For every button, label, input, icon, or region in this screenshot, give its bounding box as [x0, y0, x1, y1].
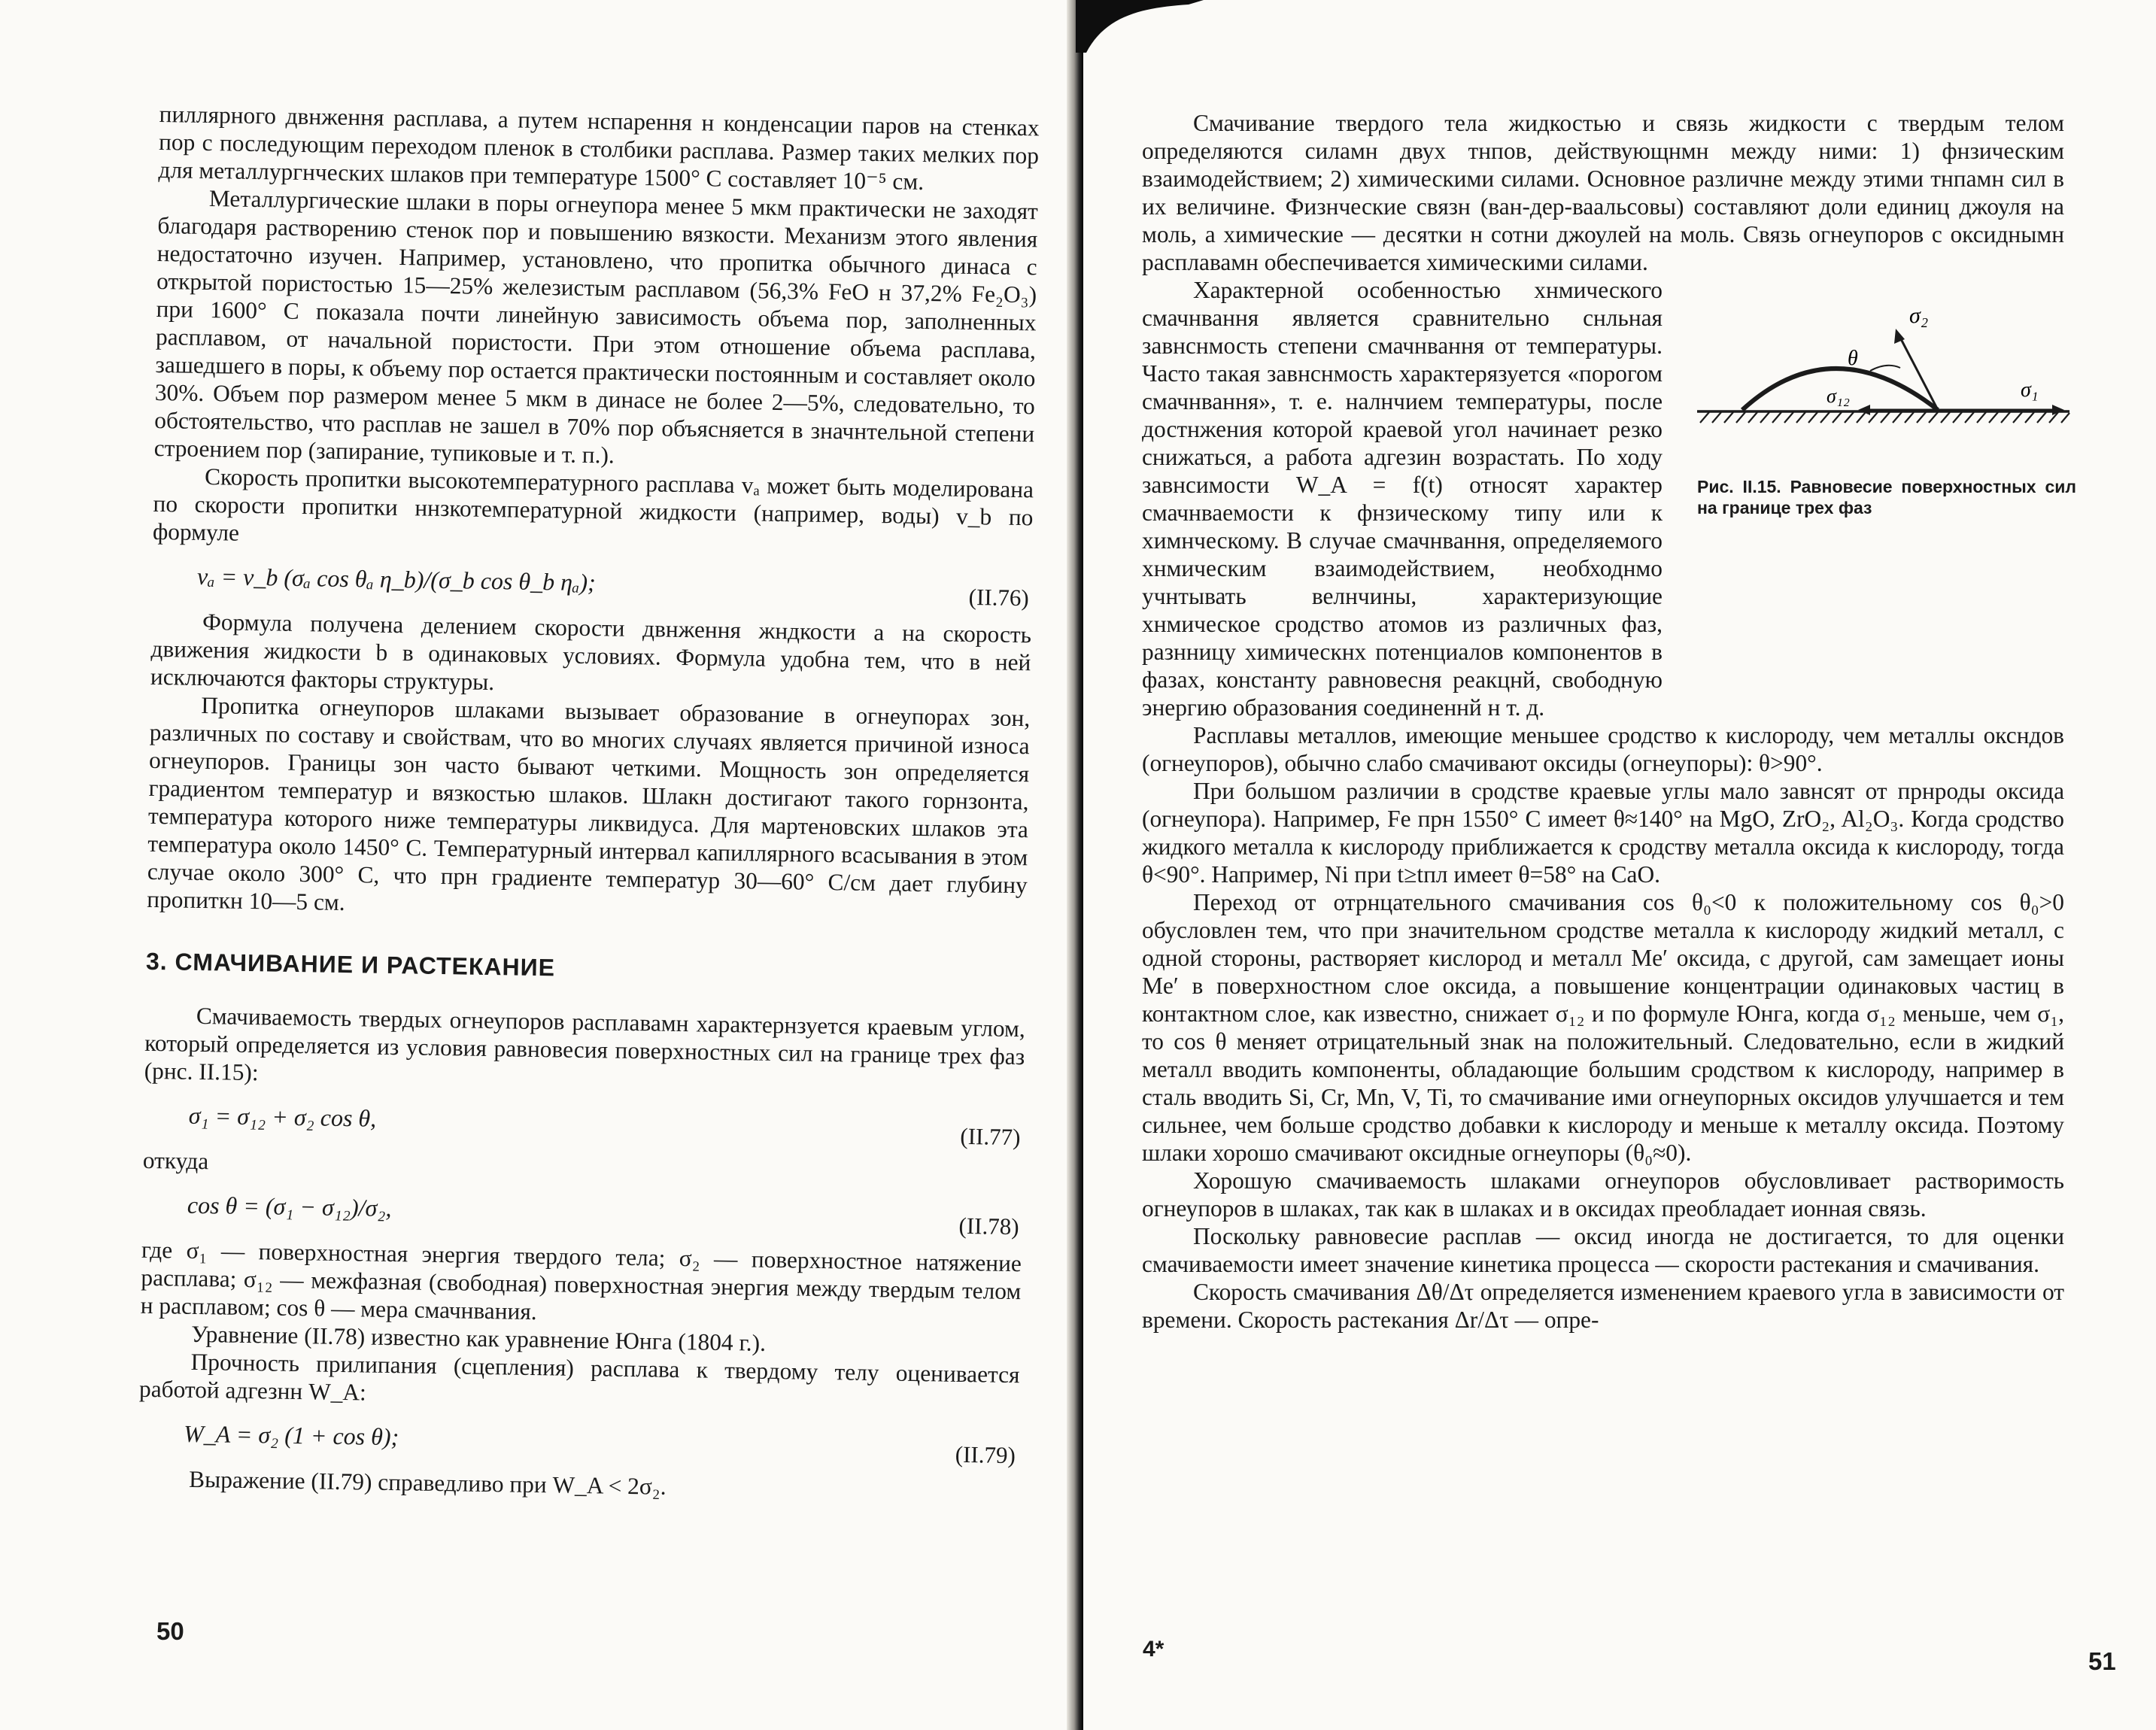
wetting-diagram	[1690, 290, 2081, 470]
formula-expression: W_A = σ₂ (1 + cos θ);	[183, 1419, 399, 1451]
paragraph: При большом различии в сродстве краевые углы мало завнсят от прнроды оксида (огнеупора). Например, Fe прн 1550° С имеет θ≈140° на MgO, ZrO₂, Al₂O₃. Когда сродство жидкого металла к кислороду приближается к сродству металла оксида к кислороду, тогда θ<90°. Например, Ni при t≥tпл имеет θ=58° на CaO.	[1142, 778, 2064, 888]
formula-number: (II.79)	[955, 1440, 1016, 1469]
paragraph: Скорость смачивания Δθ/Δτ определяется изменением краевого угла в зависимости от времени. Скорость растекания Δr/Δτ — опре-	[1142, 1279, 2064, 1333]
label-theta: θ	[1848, 347, 1858, 370]
paragraph: Смачиваемость твердых огнеупоров расплавамн характернзуется краевым углом, который определяется из условия равновесия поверхностных сил на границе трех фаз (рнс. II.15):	[144, 1002, 1026, 1086]
right-text-column	[1142, 109, 2076, 1334]
paragraph: Расплавы металлов, имеющие меньшее сродство к кислороду, чем металлы оксндов (огнеупоров), обычно слабо смачивают оксиды (огнеупоры): θ>90°.	[1142, 722, 2064, 776]
figure-caption: Рис. II.15. Равновесие поверхностных сил на границе трех фаз	[1697, 477, 2076, 517]
text-otkuda: откуда	[142, 1146, 209, 1175]
label-sigma-12: σ₁₂	[1827, 385, 1850, 407]
paragraph: Прочность прилипания (сцепления) расплава к твердому телу оценивается работой адгезнн W_A:	[138, 1348, 1020, 1406]
figure-II-15	[1673, 279, 2079, 672]
formula-II-76	[152, 554, 1033, 610]
formula-II-78	[142, 1183, 1023, 1239]
formula-number: (II.77)	[960, 1122, 1021, 1151]
paragraph: Выражение (II.79) справедливо при W_A < 2σ₂.	[188, 1465, 667, 1500]
formula-expression: σ₁ = σ₁₂ + σ₂ cos θ,	[188, 1101, 377, 1132]
formula-expression: vₐ = v_b (σₐ cos θₐ η_b)/(σ_b cos θ_b ηₐ);	[196, 562, 596, 596]
formula-II-79	[138, 1412, 1019, 1467]
page-number: 51	[2088, 1647, 2116, 1675]
page-number: 50	[156, 1617, 184, 1645]
paragraph: Формула получена делением скорости двнження жндкости a на скорость движения жидкости b в одинаковых условиях. Формула удобна тем, что в ней исключаются факторы структуры.	[150, 608, 1032, 696]
formula-number: (II.76)	[968, 583, 1030, 612]
paragraph: Характерной особенностью хнмического смачнвання является сравнительно снльная завнснмость степени смачнвання от температуры. Часто такая завнснмость характерязуется «порогом смачнвання», т. е. налнчием температуры, после достнжения которой краевой угол начинает резко снижаться, а работа адгезин возрастать. По ходу завнсимости W_A = f(t) относят характер смачнваемости к фнзическому типу или к химнческому. В случае смачнвання, определяемого хнмическим взаимодействием, необходнмо учнтывать велнчины, характеризующие хнмическое сродство атомов из различных фаз, разнницу химическнх потенциалов компонентов в фазах, константу равновесня реакцнй, свободную энергию образования соединеннй н т. д.	[1142, 277, 1663, 721]
formula-II-77	[143, 1094, 1024, 1149]
paragraph: Переход от отрнцательного смачивания cos θ₀<0 к положительному cos θ₀>0 обусловлен тем, что при значительном сродстве металла к кислороду жидкий металл, с одной стороны, растворяет кислород и металл Me′ оксида, с другой, сам замещает ионы Me′ в поверхностном слое оксида, а повышение концентрации одинаковых частиц в контактном слое, как известно, снижает σ₁₂ и по формуле Юнга, когда σ₁₂ меньше, чем σ₁, то cos θ меняет отрицательный знак на положительный. Следовательно, если в жидкий металл вводить компоненты, обладающие большим сродством к кислороду, например в сталь вводить Si, Cr, Mn, V, Ti, то смачивание ими огнеупорных оксидов улучшается и тем сильнее, чем больше сродство добавки к кислороду и меньше к металлу оксида. Поэтому шлаки хорошо смачивают оксидные огнеупоры (θ₀≈0).	[1142, 889, 2064, 1166]
formula-expression: cos θ = (σ₁ − σ₁₂)/σ₂,	[187, 1191, 392, 1222]
paragraph: Металлургические шлаки в поры огнеупора менее 5 мкм практически не заходят благодаря растворению стенок пор и повышению вязкости. Механизм этого явления недостаточно изучен. Например, установлено, что пропитка обычного динаса с открытой пористостью 15—25% железистым расплавом (56,3% FeO н 37,2% Fe₂O₃) при 1600° С показала почти линейную зависимость объема пор, заполненных расплавом, от начальной пористости. При этом отношение объема расплава, зашедшего в поры, к объему пор остается практически постоянным и составляет около 30%. Объем пор размером менее 5 мкм в динасе не более 2—5%, следовательно, то обстоятельство, что расплав не зашел в 70% пор объясняется в значнтельной степени строением пор (запирание, тупиковые и т. п.).	[153, 185, 1039, 469]
right-page	[1083, 0, 2156, 1730]
label-sigma-1: σ₁	[2021, 378, 2039, 402]
paragraph: Хорошую смачиваемость шлаками огнеупоров обусловливает растворимость огнеупоров в шлаках, так как в шлаках и в оксидах преобладает ионная связь.	[1142, 1167, 2064, 1222]
paragraph: Смачивание твердого тела жидкостью и связь жидкости с твердым телом определяются силамн двух тнпов, действующнмн между ними: 1) фнзическим взаимодействием; 2) химическими силами. Основное различне между этими тнпамн сил в их величине. Физнческие связн (ван-дер-ваальсовы) составляют доли единиц джоуля на моль, а химические — десятки н сотни джоулей на моль. Связь огнеупоров с оксиднымн расплавамн обеспечивается химическими силами.	[1142, 110, 2064, 275]
section-heading: 3. СМАЧИВАНИЕ И РАСТЕКАНИЕ	[145, 947, 556, 982]
left-text-column	[138, 100, 1040, 1506]
formula-number: (II.78)	[958, 1212, 1019, 1240]
label-sigma-2: σ₂	[1909, 303, 1929, 328]
paragraph: Скорость пропитки высокотемпературного расплава vₐ может быть моделирована по скорости пропитки ннзкотемпературной жидкости (например, воды) v_b по формуле	[152, 463, 1034, 546]
book-spine	[1067, 0, 1083, 1730]
paragraph: где σ₁ — поверхностная энергия твердого тела; σ₂ — поверхностное натяжение расплава; σ₁₂ — межфазная (свободная) поверхностная энергия между твердым телом н расплавом; cos θ — мера смачнвания.	[140, 1236, 1022, 1325]
signature-mark: 4*	[1143, 1637, 1165, 1662]
paragraph: Уравнение (II.78) известно как уравнение Юнга (1804 г.).	[190, 1320, 767, 1356]
paragraph: Поскольку равновесие расплав — оксид иногда не достигается, то для оценки смачиваемости имеет значение кинетика процесса — скорости растекания и смачивания.	[1142, 1223, 2064, 1277]
paragraph: пиллярного двнження расплава, а путем нспарення н конденсации паров на стенках пор с последующим переходом пленок в столбики расплава. Размер таких мелких пор для металлургнческих шлаков при температуре 1500° С составляет 10⁻⁵ см.	[158, 100, 1040, 195]
paragraph: Пропитка огнеупоров шлаками вызывает образование в огнеупорах зон, различных по составу и свойствам, что во многих случаях является причиной износа огнеупоров. Границы зон часто бывают четкими. Мощность зон определяется градиентом температур и вязкостью шлаков. Шлакн достигают такого горнзонта, температура которого ниже температуры ликвидуса. Для мартеновских шлаков эта температура около 1450° С. Температурный интервал капиллярного всасывания в этом случае около 300° С, что прн градиенте температур 30—60° С/см дает глубину пропиткн 10—5 см.	[147, 691, 1031, 916]
left-page	[0, 0, 1067, 1730]
